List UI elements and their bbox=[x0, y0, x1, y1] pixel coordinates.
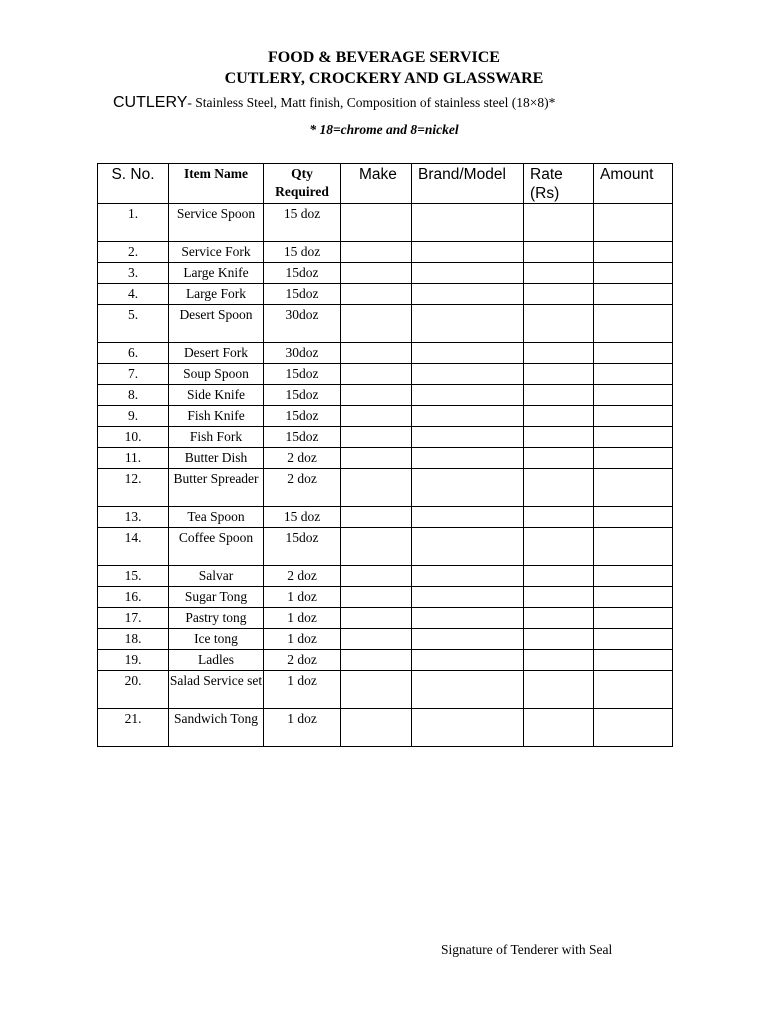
row-rate bbox=[524, 242, 594, 263]
row-amount bbox=[594, 650, 673, 671]
table-row bbox=[98, 343, 673, 364]
row-brand-model bbox=[412, 242, 524, 263]
section-label: CUTLERY bbox=[113, 94, 188, 111]
row-sno: 12. bbox=[98, 469, 169, 507]
row-sno: 21. bbox=[98, 709, 169, 747]
table-row bbox=[98, 709, 673, 747]
row-qty: 1 doz bbox=[264, 608, 341, 629]
row-amount bbox=[594, 528, 673, 566]
table-row bbox=[98, 385, 673, 406]
row-sno: 5. bbox=[98, 305, 169, 343]
row-item-name: Large Fork bbox=[169, 284, 264, 305]
row-rate bbox=[524, 385, 594, 406]
col-header-brand-model: Brand/Model bbox=[412, 164, 524, 204]
row-qty: 15doz bbox=[264, 284, 341, 305]
table-row bbox=[98, 448, 673, 469]
row-rate bbox=[524, 305, 594, 343]
row-brand-model bbox=[412, 284, 524, 305]
row-qty: 15 doz bbox=[264, 204, 341, 242]
table-row bbox=[98, 650, 673, 671]
row-rate bbox=[524, 263, 594, 284]
row-brand-model bbox=[412, 364, 524, 385]
row-rate bbox=[524, 587, 594, 608]
row-brand-model bbox=[412, 528, 524, 566]
row-qty: 30doz bbox=[264, 343, 341, 364]
row-make bbox=[341, 284, 412, 305]
row-item-name: Side Knife bbox=[169, 385, 264, 406]
section-detail: - Stainless Steel, Matt finish, Composition of stainless steel (18×8)* bbox=[187, 95, 556, 110]
cutlery-table bbox=[97, 163, 673, 747]
row-qty: 1 doz bbox=[264, 629, 341, 650]
row-sno: 8. bbox=[98, 385, 169, 406]
row-brand-model bbox=[412, 305, 524, 343]
row-item-name: Service Spoon bbox=[169, 204, 264, 242]
row-brand-model bbox=[412, 629, 524, 650]
document-title: FOOD & BEVERAGE SERVICE bbox=[268, 49, 500, 66]
table-row bbox=[98, 364, 673, 385]
table-row bbox=[98, 469, 673, 507]
row-amount bbox=[594, 448, 673, 469]
row-rate bbox=[524, 629, 594, 650]
row-item-name: Ladles bbox=[169, 650, 264, 671]
row-item-name: Sandwich Tong bbox=[169, 709, 264, 747]
row-amount bbox=[594, 587, 673, 608]
table-row bbox=[98, 671, 673, 709]
col-header-amount: Amount bbox=[594, 164, 673, 204]
row-sno: 18. bbox=[98, 629, 169, 650]
row-make bbox=[341, 608, 412, 629]
row-item-name: Desert Fork bbox=[169, 343, 264, 364]
table-header-row bbox=[98, 164, 673, 204]
row-make bbox=[341, 406, 412, 427]
row-amount bbox=[594, 204, 673, 242]
row-rate bbox=[524, 507, 594, 528]
col-header-rate: Rate (Rs) bbox=[524, 164, 594, 204]
row-qty: 15doz bbox=[264, 427, 341, 448]
row-rate bbox=[524, 608, 594, 629]
table-row bbox=[98, 608, 673, 629]
row-make bbox=[341, 469, 412, 507]
table-row bbox=[98, 629, 673, 650]
row-item-name: Fish Knife bbox=[169, 406, 264, 427]
row-qty: 2 doz bbox=[264, 469, 341, 507]
row-sno: 17. bbox=[98, 608, 169, 629]
row-amount bbox=[594, 242, 673, 263]
row-rate bbox=[524, 343, 594, 364]
row-brand-model bbox=[412, 566, 524, 587]
row-item-name: Coffee Spoon bbox=[169, 528, 264, 566]
row-brand-model bbox=[412, 263, 524, 284]
row-brand-model bbox=[412, 406, 524, 427]
row-item-name: Desert Spoon bbox=[169, 305, 264, 343]
row-sno: 11. bbox=[98, 448, 169, 469]
row-item-name: Fish Fork bbox=[169, 427, 264, 448]
col-header-item-name: Item Name bbox=[169, 164, 264, 204]
row-sno: 16. bbox=[98, 587, 169, 608]
row-make bbox=[341, 343, 412, 364]
row-rate bbox=[524, 671, 594, 709]
signature-line: Signature of Tenderer with Seal bbox=[441, 942, 613, 957]
row-amount bbox=[594, 343, 673, 364]
row-brand-model bbox=[412, 448, 524, 469]
row-amount bbox=[594, 406, 673, 427]
row-rate bbox=[524, 448, 594, 469]
table-row bbox=[98, 587, 673, 608]
row-rate bbox=[524, 364, 594, 385]
row-sno: 14. bbox=[98, 528, 169, 566]
row-rate bbox=[524, 528, 594, 566]
row-make bbox=[341, 671, 412, 709]
row-qty: 15doz bbox=[264, 385, 341, 406]
row-amount bbox=[594, 364, 673, 385]
row-amount bbox=[594, 305, 673, 343]
col-header-sno: S. No. bbox=[98, 164, 169, 204]
table-row bbox=[98, 263, 673, 284]
row-qty: 1 doz bbox=[264, 709, 341, 747]
row-sno: 1. bbox=[98, 204, 169, 242]
row-make bbox=[341, 204, 412, 242]
col-header-qty: Qty Required bbox=[264, 164, 341, 204]
row-item-name: Ice tong bbox=[169, 629, 264, 650]
row-rate bbox=[524, 566, 594, 587]
row-item-name: Pastry tong bbox=[169, 608, 264, 629]
row-item-name: Large Knife bbox=[169, 263, 264, 284]
row-sno: 2. bbox=[98, 242, 169, 263]
row-brand-model bbox=[412, 709, 524, 747]
row-sno: 19. bbox=[98, 650, 169, 671]
row-amount bbox=[594, 566, 673, 587]
row-qty: 15doz bbox=[264, 263, 341, 284]
row-amount bbox=[594, 709, 673, 747]
row-make bbox=[341, 305, 412, 343]
row-make bbox=[341, 650, 412, 671]
row-item-name: Soup Spoon bbox=[169, 364, 264, 385]
row-make bbox=[341, 364, 412, 385]
row-brand-model bbox=[412, 204, 524, 242]
row-brand-model bbox=[412, 650, 524, 671]
row-item-name: Butter Spreader bbox=[169, 469, 264, 507]
row-brand-model bbox=[412, 343, 524, 364]
row-rate bbox=[524, 709, 594, 747]
row-sno: 9. bbox=[98, 406, 169, 427]
col-header-make: Make bbox=[341, 164, 412, 204]
row-brand-model bbox=[412, 587, 524, 608]
table-row bbox=[98, 204, 673, 242]
section-description bbox=[113, 94, 555, 112]
row-sno: 4. bbox=[98, 284, 169, 305]
row-qty: 15doz bbox=[264, 406, 341, 427]
row-amount bbox=[594, 629, 673, 650]
row-item-name: Salad Service set bbox=[169, 671, 264, 709]
row-brand-model bbox=[412, 671, 524, 709]
row-amount bbox=[594, 608, 673, 629]
row-qty: 1 doz bbox=[264, 671, 341, 709]
row-item-name: Butter Dish bbox=[169, 448, 264, 469]
row-item-name: Service Fork bbox=[169, 242, 264, 263]
row-make bbox=[341, 629, 412, 650]
row-qty: 30doz bbox=[264, 305, 341, 343]
row-sno: 13. bbox=[98, 507, 169, 528]
row-rate bbox=[524, 650, 594, 671]
table-row bbox=[98, 507, 673, 528]
row-qty: 15 doz bbox=[264, 242, 341, 263]
row-make bbox=[341, 427, 412, 448]
row-amount bbox=[594, 385, 673, 406]
row-item-name: Tea Spoon bbox=[169, 507, 264, 528]
table-row bbox=[98, 305, 673, 343]
row-amount bbox=[594, 427, 673, 448]
row-sno: 10. bbox=[98, 427, 169, 448]
row-amount bbox=[594, 507, 673, 528]
row-brand-model bbox=[412, 507, 524, 528]
row-make bbox=[341, 566, 412, 587]
row-rate bbox=[524, 427, 594, 448]
row-brand-model bbox=[412, 608, 524, 629]
row-make bbox=[341, 587, 412, 608]
composition-note: * 18=chrome and 8=nickel bbox=[309, 122, 459, 137]
table-row bbox=[98, 284, 673, 305]
table-row bbox=[98, 566, 673, 587]
row-make bbox=[341, 242, 412, 263]
row-make bbox=[341, 448, 412, 469]
row-sno: 3. bbox=[98, 263, 169, 284]
row-rate bbox=[524, 284, 594, 305]
row-rate bbox=[524, 406, 594, 427]
row-amount bbox=[594, 284, 673, 305]
table-row bbox=[98, 242, 673, 263]
row-brand-model bbox=[412, 469, 524, 507]
row-sno: 15. bbox=[98, 566, 169, 587]
table-row bbox=[98, 528, 673, 566]
row-sno: 7. bbox=[98, 364, 169, 385]
row-qty: 15 doz bbox=[264, 507, 341, 528]
row-qty: 15doz bbox=[264, 528, 341, 566]
row-brand-model bbox=[412, 427, 524, 448]
row-qty: 2 doz bbox=[264, 448, 341, 469]
row-qty: 2 doz bbox=[264, 566, 341, 587]
row-make bbox=[341, 263, 412, 284]
table-row bbox=[98, 427, 673, 448]
row-qty: 2 doz bbox=[264, 650, 341, 671]
row-make bbox=[341, 528, 412, 566]
row-make bbox=[341, 507, 412, 528]
row-amount bbox=[594, 263, 673, 284]
row-make bbox=[341, 709, 412, 747]
document-subtitle: CUTLERY, CROCKERY AND GLASSWARE bbox=[224, 70, 544, 87]
row-item-name: Sugar Tong bbox=[169, 587, 264, 608]
row-make bbox=[341, 385, 412, 406]
row-amount bbox=[594, 469, 673, 507]
row-sno: 6. bbox=[98, 343, 169, 364]
row-rate bbox=[524, 469, 594, 507]
row-qty: 15doz bbox=[264, 364, 341, 385]
row-brand-model bbox=[412, 385, 524, 406]
row-item-name: Salvar bbox=[169, 566, 264, 587]
row-qty: 1 doz bbox=[264, 587, 341, 608]
row-rate bbox=[524, 204, 594, 242]
row-amount bbox=[594, 671, 673, 709]
table-row bbox=[98, 406, 673, 427]
row-sno: 20. bbox=[98, 671, 169, 709]
